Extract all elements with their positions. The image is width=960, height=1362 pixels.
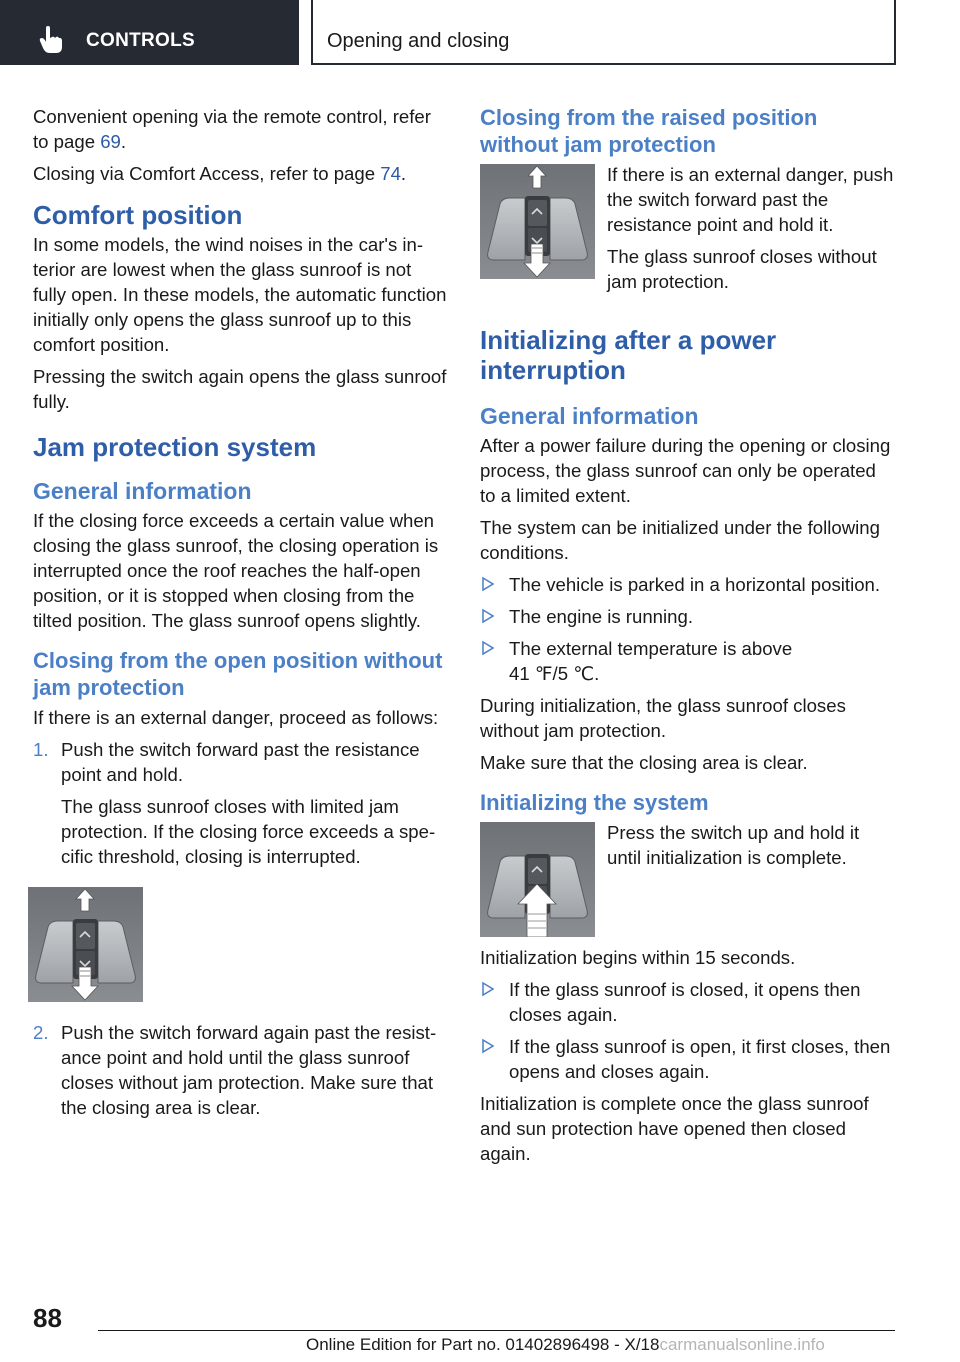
edition-text: Online Edition for Part no. 01402896498 - X/18 bbox=[306, 1335, 660, 1354]
condition-text: The engine is running. bbox=[509, 606, 693, 627]
general-information-text: If the closing force exceeds a certain value when closing the glass sunroof, the closing operation is interrupted once the roof reaches the half-open position, or it is stopped when closing from the tilted position. The glass sunroof opens slightly. bbox=[33, 510, 439, 631]
power-failure-text: After a power failure during the opening or closing process, the glass sunroof can only be operated to a limited extent. bbox=[480, 435, 891, 506]
initializing-system-text: Press the switch up and hold it until initialization is complete. bbox=[607, 822, 860, 868]
step-subtext: The glass sunroof closes with limited jam protection. If the closing force exceeds a specific threshold, closing is interrupted. bbox=[61, 796, 436, 867]
right-column bbox=[480, 104, 894, 1173]
closing-steps-list bbox=[33, 737, 449, 1120]
page-link-69[interactable]: 69 bbox=[100, 131, 121, 152]
triangle-bullet-icon bbox=[481, 981, 495, 997]
footer-divider bbox=[98, 1330, 895, 1331]
initialization-complete-text: Initialization is complete once the glass sunroof and sun protection have opened then closed again. bbox=[480, 1093, 869, 1164]
initializing-heading: Initializing after a power interruption bbox=[480, 325, 777, 385]
step-text: Push the switch forward past the resistance point and hold. bbox=[61, 739, 420, 785]
general-information-heading-right: General information bbox=[480, 403, 699, 429]
list-item bbox=[33, 1020, 449, 1120]
intro-comfort-access: Closing via Comfort Access, refer to page 74. bbox=[33, 163, 407, 184]
triangle-bullet-icon bbox=[481, 576, 495, 592]
conditions-intro-text: The system can be initialized under the following conditions. bbox=[480, 517, 880, 563]
initialization-begins-text: Initialization begins within 15 seconds. bbox=[480, 947, 796, 968]
initializing-system-heading: Initializing the system bbox=[480, 790, 709, 815]
closing-open-text: If there is an external danger, proceed as follows: bbox=[33, 707, 439, 728]
sunroof-switch-up-image bbox=[480, 822, 595, 937]
raised-text-2: The glass sunroof closes without jam protection. bbox=[607, 246, 877, 292]
intro-remote-control: Convenient opening via the remote control, refer to page 69. bbox=[33, 106, 431, 152]
step-text: Push the switch forward again past the resistance point and hold until the glass sunroof closes without jam protection. Make sure that the closing area is clear. bbox=[61, 1022, 437, 1118]
raised-text: If there is an external danger, push the switch forward past the resistance point and hold it. bbox=[607, 164, 894, 235]
section-tab[interactable] bbox=[0, 0, 299, 65]
condition-text: The external temperature is above 41 ℉/5 ℃. bbox=[509, 638, 793, 684]
triangle-bullet-icon bbox=[481, 640, 495, 656]
list-item bbox=[480, 977, 894, 1027]
pointing-hand-icon bbox=[38, 26, 64, 54]
general-information-heading: General information bbox=[33, 478, 252, 504]
page-number: 88 bbox=[33, 1303, 62, 1333]
chapter-header bbox=[311, 0, 896, 65]
initialization-note-text: During initialization, the glass sunroof closes without jam protection. bbox=[480, 695, 846, 741]
initialization-list bbox=[480, 977, 894, 1084]
initialization-item-text: If the glass sunroof is closed, it opens then closes again. bbox=[509, 979, 861, 1025]
closing-open-heading: Closing from the open position without jam protection bbox=[33, 648, 443, 700]
section-label: CONTROLS bbox=[86, 30, 196, 51]
closing-area-text: Make sure that the closing area is clear. bbox=[480, 752, 808, 773]
initializing-system-block bbox=[480, 822, 894, 937]
triangle-bullet-icon bbox=[481, 608, 495, 624]
list-item bbox=[480, 604, 894, 629]
closing-raised-heading: Closing from the raised position without jam protection bbox=[480, 105, 818, 157]
chapter-title: Opening and closing bbox=[327, 30, 510, 52]
list-item bbox=[480, 636, 894, 686]
step-number: 2. bbox=[33, 1022, 49, 1043]
comfort-position-heading: Comfort position bbox=[33, 200, 243, 230]
sunroof-switch-forward-image bbox=[28, 887, 143, 1002]
triangle-bullet-icon bbox=[481, 1038, 495, 1054]
comfort-position-text-2: Pressing the switch again opens the glass sunroof fully. bbox=[33, 366, 447, 412]
watermark-text: carmanualsonline.info bbox=[659, 1335, 825, 1354]
list-item bbox=[480, 1034, 894, 1084]
jam-protection-heading: Jam protection system bbox=[33, 432, 317, 462]
footer-edition bbox=[306, 1335, 825, 1355]
sunroof-switch-raised-image bbox=[480, 164, 595, 279]
initialization-item-text: If the glass sunroof is open, it first closes, then opens and closes again. bbox=[509, 1036, 891, 1082]
left-column bbox=[33, 104, 449, 1127]
conditions-list bbox=[480, 572, 894, 686]
list-item bbox=[480, 572, 894, 597]
condition-text: The vehicle is parked in a horizontal position. bbox=[509, 574, 881, 595]
step-number: 1. bbox=[33, 739, 49, 760]
raised-position-block bbox=[480, 164, 894, 301]
list-item bbox=[33, 737, 449, 869]
page-link-74[interactable]: 74 bbox=[380, 163, 401, 184]
comfort-position-text: In some models, the wind noises in the car's interior are lowest when the glass sunroof is not fully open. In these models, the automatic function initially only opens the glass sunroof up to this comfort position. bbox=[33, 234, 447, 355]
